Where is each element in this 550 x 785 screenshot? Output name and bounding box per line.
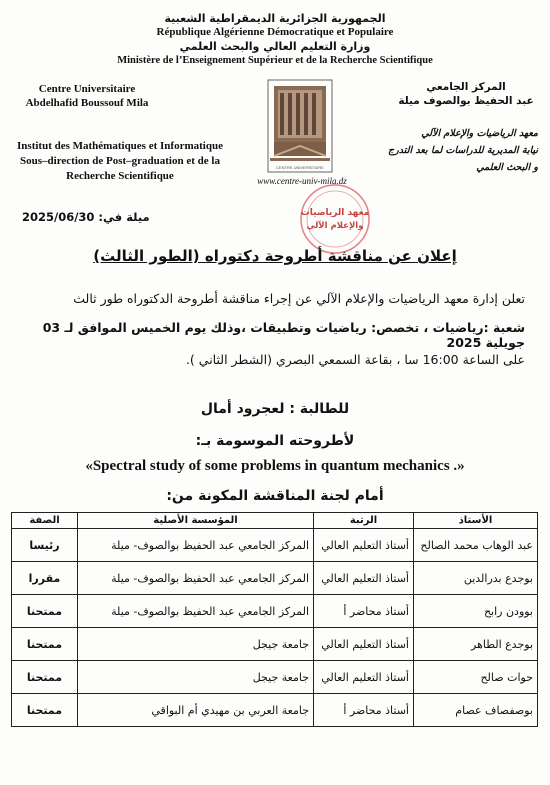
republic-name-arabic: الجمهورية الجزائرية الديمقراطية الشعبية (164, 12, 386, 25)
jury-member-role: ممتحنا (12, 595, 78, 628)
jury-member-role: مقررا (12, 562, 78, 595)
republic-name-french: République Algérienne Démocratique et Populaire (156, 26, 394, 38)
jury-table (11, 512, 538, 727)
jury-member-institution: المركز الجامعي عبد الحفيظ بوالصوف- ميلة (78, 562, 314, 595)
jury-member-name: بوجدع بدرالدين (414, 562, 538, 595)
institute-name-arabic: معهد الرياضيات والإعلام الآلي نيابة المديرية للدراسات لما بعد التدرج و البحث العلمي (388, 128, 538, 173)
jury-member-role: ممتحنا (12, 694, 78, 727)
body-paragraph-1: تعلن إدارة معهد الرياضيات والإعلام الآلي عن إجراء مناقشة أطروحة الدكتوراه طور ثالث (73, 291, 525, 306)
jury-member-rank: أستاذ التعليم العالي (314, 628, 414, 661)
thesis-intro-line: لأطروحته الموسومة بـ: (195, 433, 355, 449)
jury-member-role: ممتحنا (12, 661, 78, 694)
university-name-french: Centre Universitaire Abdelhafid Boussouf Mila (25, 83, 149, 109)
table-row (12, 529, 538, 562)
jury-member-institution: جامعة جيجل (78, 628, 314, 661)
announcement-date: ميلة في: 2025/06/30 (22, 210, 150, 224)
jury-table-header-row (12, 513, 538, 529)
jury-member-role: رئيسا (12, 529, 78, 562)
jury-member-rank: أستاذ التعليم العالي (314, 562, 414, 595)
student-name-line: للطالبة : لعجرود أمال (200, 401, 350, 417)
jury-member-rank: أستاذ التعليم العالي (314, 661, 414, 694)
jury-member-rank: أستاذ محاضر أ (314, 595, 414, 628)
jury-member-rank: أستاذ التعليم العالي (314, 529, 414, 562)
jury-member-role: ممتحنا (12, 628, 78, 661)
ministry-name-french: Ministère de l’Enseignement Supérieur et de la Recherche Scientifique (117, 55, 433, 66)
table-row (12, 661, 538, 694)
jury-member-institution: المركز الجامعي عبد الحفيظ بوالصوف- ميلة (78, 595, 314, 628)
jury-member-name: حوات صالح (414, 661, 538, 694)
jury-member-name: بوصفصاف عصام (414, 694, 538, 727)
announcement-title (0, 247, 550, 265)
column-header-professor: الأستاذ (414, 513, 538, 529)
university-name-arabic: المركز الجامعي عبد الحفيظ بوالصوف ميلة (398, 81, 534, 107)
institute-stamp (290, 182, 380, 257)
svg-text:والإعلام الآلي: والإعلام الآلي (306, 221, 364, 231)
website-url: www.centre-univ-mila.dz (257, 176, 347, 186)
table-row (12, 628, 538, 661)
ministry-name-arabic: وزارة التعليم العالي والبحث العلمي (179, 40, 371, 53)
thesis-title: «Spectral study of some problems in quantum mechanics .» (85, 458, 465, 474)
body-paragraph-2: شعبة :رياضيات ، تخصص: رياضيات وتطبيقات ،وذلك يوم الخميس الموافق لـ 03 جويلية 2025 (42, 320, 525, 350)
announcement-title-text: إعلان عن مناقشة أطروحة دكتوراه (الطور الثالث) (93, 247, 457, 265)
column-header-role: الصفة (12, 513, 78, 529)
jury-member-name: عبد الوهاب محمد الصالح (414, 529, 538, 562)
institute-name-french: Institut des Mathématiques et Informatique Sous–direction de Post–graduation et de la Recherche Scientifique (17, 140, 223, 182)
university-logo (240, 78, 360, 180)
column-header-rank: الرتبة (314, 513, 414, 529)
column-header-institution: المؤسسة الأصلية (78, 513, 314, 529)
table-row (12, 595, 538, 628)
jury-intro-line: أمام لجنة المناقشة المكونة من: (166, 488, 384, 504)
svg-text:CENTRE UNIVERSITAIRE: CENTRE UNIVERSITAIRE (276, 165, 324, 170)
jury-member-rank: أستاذ محاضر أ (314, 694, 414, 727)
table-row (12, 694, 538, 727)
table-row (12, 562, 538, 595)
body-paragraph-3: على الساعة 16:00 سا ، بقاعة السمعي البصري (الشطر الثاني ). (185, 352, 525, 367)
jury-member-name: بوودن رابح (414, 595, 538, 628)
jury-member-institution: جامعة العربي بن مهيدي أم البواقي (78, 694, 314, 727)
jury-member-institution: جامعة جيجل (78, 661, 314, 694)
jury-member-institution: المركز الجامعي عبد الحفيظ بوالصوف- ميلة (78, 529, 314, 562)
svg-text:معهد الرياضيات: معهد الرياضيات (300, 208, 370, 218)
jury-member-name: بوجدع الطاهر (414, 628, 538, 661)
